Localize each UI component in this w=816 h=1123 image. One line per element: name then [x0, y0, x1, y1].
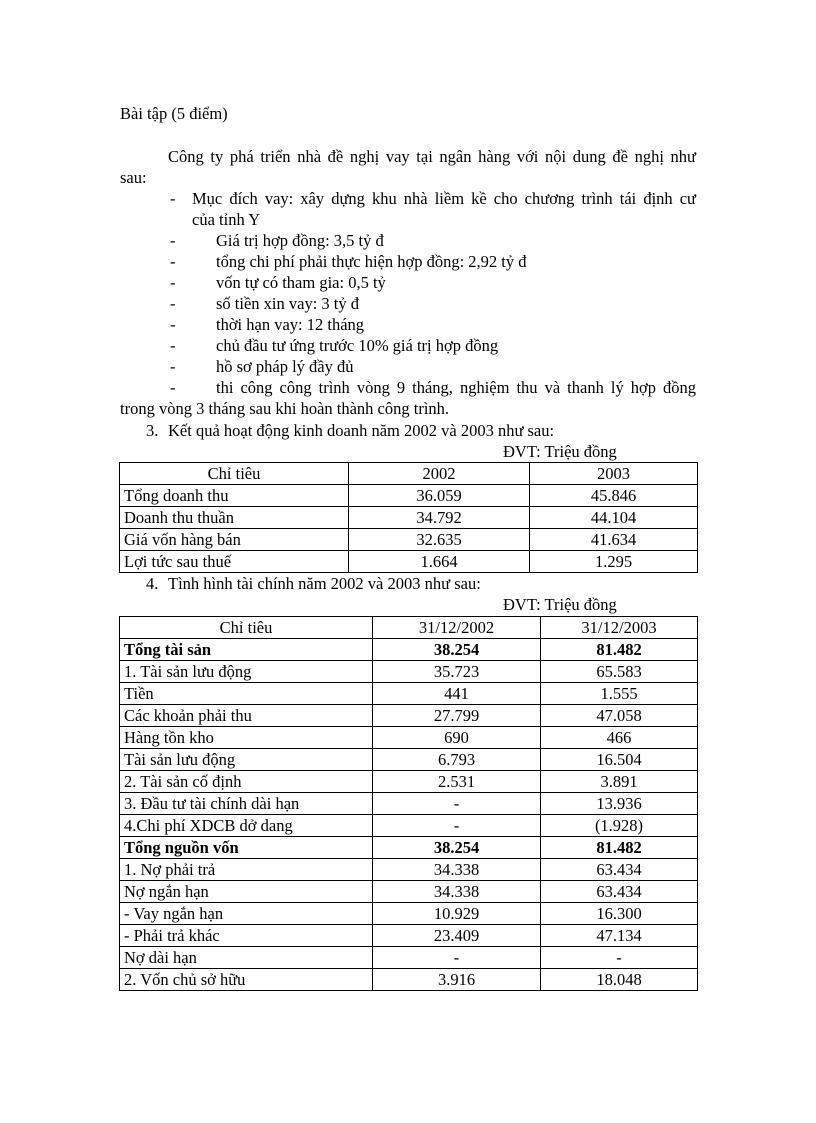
row-label: 4.Chi phí XDCB dở dang [120, 815, 373, 837]
row-label: Tổng nguồn vốn [120, 837, 373, 859]
row-label: 1. Tài sản lưu động [120, 661, 373, 683]
bullet-text: thời hạn vay: 12 tháng [216, 315, 365, 334]
intro-line-2: sau: [120, 168, 147, 187]
table-row [120, 925, 698, 947]
table-row [120, 507, 698, 529]
value-cell: 41.634 [530, 529, 698, 551]
business-results-table [119, 462, 698, 573]
row-label: 3. Đầu tư tài chính dài hạn [120, 793, 373, 815]
value-cell: 18.048 [541, 969, 698, 991]
table-row [120, 529, 698, 551]
value-cell: 36.059 [349, 485, 530, 507]
value-cell: 47.134 [541, 925, 698, 947]
table-row [120, 903, 698, 925]
value-cell: 38.254 [373, 837, 541, 859]
table-row [120, 485, 698, 507]
table-row [120, 947, 698, 969]
financial-status-table [119, 616, 698, 991]
bullet-text: Giá trị hợp đồng: 3,5 tỷ đ [216, 231, 384, 250]
table-row [120, 815, 698, 837]
bullet-text-continued: trong vòng 3 tháng sau khi hoàn thành công trình. [120, 399, 450, 418]
bullet-text-continued: của tỉnh Y [192, 210, 261, 229]
table-row [120, 881, 698, 903]
bullet-text: Mục đích vay: xây dựng khu nhà liềm kề cho chương trình tái định cư [192, 189, 696, 208]
bullet-text: số tiền xin vay: 3 tỷ đ [216, 294, 359, 313]
table-row [120, 683, 698, 705]
header-cell: 2003 [530, 463, 698, 485]
row-label: Tiền [120, 683, 373, 705]
value-cell: 45.846 [530, 485, 698, 507]
value-cell: - [373, 815, 541, 837]
header-cell: 31/12/2003 [541, 617, 698, 639]
row-label: Tổng doanh thu [120, 485, 349, 507]
section-title: Kết quả hoạt động kinh doanh năm 2002 và 2003 như sau: [168, 421, 555, 440]
value-cell: 466 [541, 727, 698, 749]
row-label: 1. Nợ phải trả [120, 859, 373, 881]
bullet-marker: - [170, 252, 176, 271]
value-cell: 44.104 [530, 507, 698, 529]
value-cell: - [373, 793, 541, 815]
row-label: 2. Vốn chủ sở hữu [120, 969, 373, 991]
value-cell: 2.531 [373, 771, 541, 793]
row-label: Tài sản lưu động [120, 749, 373, 771]
section-number: 3. [146, 421, 159, 440]
row-label: Lợi tức sau thuế [120, 551, 349, 573]
value-cell: 38.254 [373, 639, 541, 661]
table-row-total-assets [120, 639, 698, 661]
table-row [120, 705, 698, 727]
value-cell: 34.338 [373, 859, 541, 881]
row-label: 2. Tài sản cố định [120, 771, 373, 793]
value-cell: (1.928) [541, 815, 698, 837]
bullet-text: hồ sơ pháp lý đầy đủ [216, 357, 354, 376]
row-label: Giá vốn hàng bán [120, 529, 349, 551]
intro-line-1: Công ty phá triển nhà đề nghị vay tại ngân hàng với nội dung đề nghị như [168, 147, 696, 166]
value-cell: - [373, 947, 541, 969]
bullet-marker: - [170, 357, 176, 376]
table-row [120, 793, 698, 815]
value-cell: 3.891 [541, 771, 698, 793]
bullet-text: tổng chi phí phải thực hiện hợp đồng: 2,92 tỷ đ [216, 252, 527, 271]
value-cell: 63.434 [541, 859, 698, 881]
table-row-total-capital [120, 837, 698, 859]
table-header-row [120, 463, 698, 485]
bullet-marker: - [170, 336, 176, 355]
bullet-text: thi công công trình vòng 9 tháng, nghiệm thu và thanh lý hợp đồng [216, 378, 696, 397]
value-cell: - [541, 947, 698, 969]
table-row [120, 859, 698, 881]
section-number: 4. [146, 574, 159, 593]
value-cell: 3.916 [373, 969, 541, 991]
value-cell: 16.300 [541, 903, 698, 925]
bullet-marker: - [170, 189, 176, 208]
row-label: - Vay ngắn hạn [120, 903, 373, 925]
row-label: Hàng tồn kho [120, 727, 373, 749]
table-header-row [120, 617, 698, 639]
table-row [120, 727, 698, 749]
table-row [120, 551, 698, 573]
value-cell: 63.434 [541, 881, 698, 903]
value-cell: 65.583 [541, 661, 698, 683]
row-label: - Phải trả khác [120, 925, 373, 947]
bullet-marker: - [170, 294, 176, 313]
table-row [120, 661, 698, 683]
header-cell: 2002 [349, 463, 530, 485]
bullet-text: chủ đầu tư ứng trước 10% giá trị hợp đồng [216, 336, 499, 355]
header-cell: Chỉ tiêu [120, 617, 373, 639]
table-row [120, 969, 698, 991]
value-cell: 81.482 [541, 639, 698, 661]
bullet-marker: - [170, 273, 176, 292]
row-label: Nợ dài hạn [120, 947, 373, 969]
value-cell: 16.504 [541, 749, 698, 771]
row-label: Các khoản phải thu [120, 705, 373, 727]
value-cell: 47.058 [541, 705, 698, 727]
bullet-marker: - [170, 315, 176, 334]
section-title: Tình hình tài chính năm 2002 và 2003 như sau: [168, 574, 481, 593]
value-cell: 13.936 [541, 793, 698, 815]
bullet-marker: - [170, 231, 176, 250]
unit-label: ĐVT: Triệu đồng [503, 595, 617, 614]
value-cell: 1.664 [349, 551, 530, 573]
row-label: Doanh thu thuần [120, 507, 349, 529]
header-cell: 31/12/2002 [373, 617, 541, 639]
bullet-text: vốn tự có tham gia: 0,5 tỷ [216, 273, 386, 292]
value-cell: 690 [373, 727, 541, 749]
value-cell: 6.793 [373, 749, 541, 771]
value-cell: 23.409 [373, 925, 541, 947]
value-cell: 27.799 [373, 705, 541, 727]
value-cell: 441 [373, 683, 541, 705]
value-cell: 81.482 [541, 837, 698, 859]
bullet-marker: - [170, 378, 176, 397]
value-cell: 1.295 [530, 551, 698, 573]
value-cell: 1.555 [541, 683, 698, 705]
value-cell: 34.792 [349, 507, 530, 529]
unit-label: ĐVT: Triệu đồng [503, 442, 617, 461]
value-cell: 35.723 [373, 661, 541, 683]
value-cell: 32.635 [349, 529, 530, 551]
header-cell: Chỉ tiêu [120, 463, 349, 485]
row-label: Tổng tài sản [120, 639, 373, 661]
table-row [120, 749, 698, 771]
exercise-heading: Bài tập (5 điểm) [120, 104, 228, 123]
row-label: Nợ ngắn hạn [120, 881, 373, 903]
value-cell: 34.338 [373, 881, 541, 903]
table-row [120, 771, 698, 793]
value-cell: 10.929 [373, 903, 541, 925]
